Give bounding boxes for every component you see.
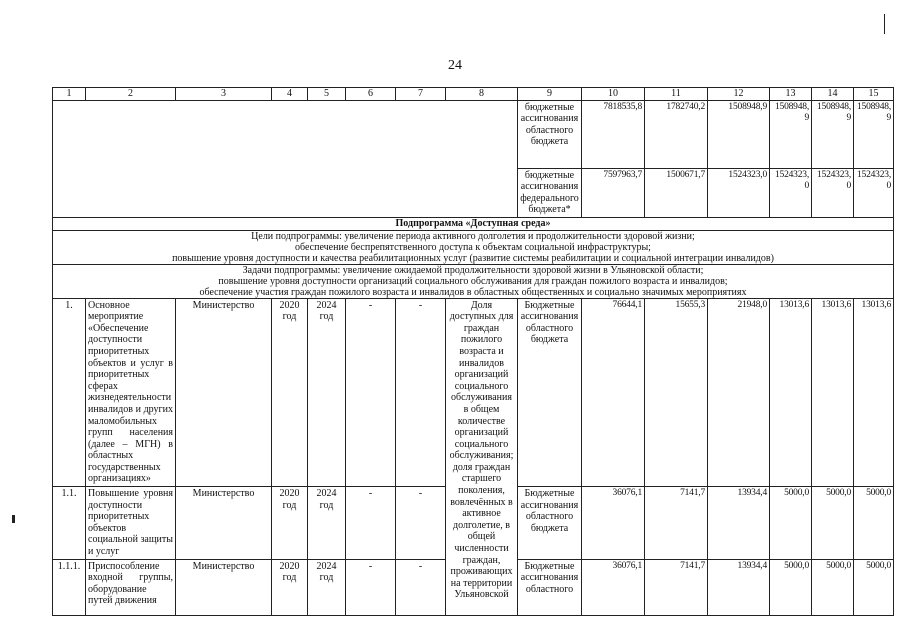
amount-cell: 7597963,7 xyxy=(582,168,645,217)
amount-cell: 5000,0 xyxy=(854,559,894,615)
item-start-year: 2020 год xyxy=(272,298,308,487)
item-number: 1. xyxy=(53,298,86,487)
col-header: 12 xyxy=(708,88,770,101)
amount-cell: 1508948,9 xyxy=(770,100,812,168)
item-number: 1.1.1. xyxy=(53,559,86,615)
amount-cell: 7141,7 xyxy=(645,487,708,560)
scan-edge-mark-left xyxy=(12,515,15,523)
col-header: 2 xyxy=(86,88,176,101)
program-table xyxy=(52,87,894,616)
col-header: 14 xyxy=(812,88,854,101)
amount-cell: 1508948,9 xyxy=(708,100,770,168)
scan-edge-mark-top-right xyxy=(884,14,885,34)
budget-row xyxy=(53,100,894,168)
col-header: 1 xyxy=(53,88,86,101)
item-start-year: 2020 год xyxy=(272,559,308,615)
amount-cell: 1524323,0 xyxy=(854,168,894,217)
item-executor: Министерство xyxy=(176,559,272,615)
item-name: Приспособление входной группы, оборудование путей движения xyxy=(86,559,176,615)
col-header: 4 xyxy=(272,88,308,101)
goals-line xyxy=(53,253,894,265)
item-col6: - xyxy=(346,298,396,487)
amount-cell: 1524323,0 xyxy=(770,168,812,217)
item-end-year: 2024 год xyxy=(308,298,346,487)
col-header: 6 xyxy=(346,88,396,101)
amount-cell: 36076,1 xyxy=(582,487,645,560)
item-name: Основное мероприятие «Обеспечение доступности приоритетных объектов и услуг в приоритетных сферах жизнедеятельности инвалидов и других маломобильных групп населения (далее – МГН) в областных государственных организациях» xyxy=(86,298,176,487)
target-indicator: Доля доступных для граждан пожилого возраста и инвалидов организаций социального обслуживания в общем количестве организаций социального обслуживания; доля граждан старшего поколения, вовлечённых в активное долголетие, в общей численности граждан, проживающих на территории Ульяновской xyxy=(446,298,518,615)
amount-cell: 7141,7 xyxy=(645,559,708,615)
amount-cell: 13013,6 xyxy=(812,298,854,487)
amount-cell: 76644,1 xyxy=(582,298,645,487)
table-row xyxy=(53,298,894,487)
task-text: Задачи подпрограммы: увеличение ожидаемой продолжительности здоровой жизни в Ульяновской области; xyxy=(53,264,894,276)
item-end-year: 2024 год xyxy=(308,559,346,615)
col-header: 13 xyxy=(770,88,812,101)
item-col7: - xyxy=(396,487,446,560)
column-number-row xyxy=(53,88,894,101)
amount-cell: 1508948,9 xyxy=(854,100,894,168)
item-number: 1.1. xyxy=(53,487,86,560)
amount-cell: 1500671,7 xyxy=(645,168,708,217)
amount-cell: 15655,3 xyxy=(645,298,708,487)
goal-text: обеспечение беспрепятственного доступа к объектам социальной инфраструктуры; xyxy=(53,242,894,253)
amount-cell: 13934,4 xyxy=(708,559,770,615)
funding-source: Бюджетные ассигнования областного бюджета xyxy=(518,298,582,487)
col-header: 7 xyxy=(396,88,446,101)
page-number: 24 xyxy=(448,58,462,73)
amount-cell: 13934,4 xyxy=(708,487,770,560)
funding-source: Бюджетные ассигнования областного бюджета xyxy=(518,487,582,560)
amount-cell: 5000,0 xyxy=(854,487,894,560)
amount-cell: 7818535,8 xyxy=(582,100,645,168)
tasks-line xyxy=(53,287,894,299)
item-col7: - xyxy=(396,559,446,615)
tasks-line xyxy=(53,264,894,276)
funding-source: бюджетные ассигнования федерального бюджета* xyxy=(518,168,582,217)
amount-cell: 21948,0 xyxy=(708,298,770,487)
amount-cell: 5000,0 xyxy=(812,487,854,560)
funding-source: бюджетные ассигнования областного бюджета xyxy=(518,100,582,168)
goal-text: Цели подпрограммы: увеличение периода активного долголетия и продолжительности здоровой жизни; xyxy=(53,230,894,242)
item-executor: Министерство xyxy=(176,298,272,487)
amount-cell: 1524323,0 xyxy=(708,168,770,217)
funding-source: Бюджетные ассигнования областного xyxy=(518,559,582,615)
item-end-year: 2024 год xyxy=(308,487,346,560)
amount-cell: 1508948,9 xyxy=(812,100,854,168)
task-text: повышение уровня доступности организаций социального обслуживания для граждан пожилого возраста и инвалидов; xyxy=(53,276,894,287)
item-col7: - xyxy=(396,298,446,487)
item-executor: Министерство xyxy=(176,487,272,560)
col-header: 3 xyxy=(176,88,272,101)
col-header: 8 xyxy=(446,88,518,101)
amount-cell: 1782740,2 xyxy=(645,100,708,168)
amount-cell: 13013,6 xyxy=(770,298,812,487)
col-header: 11 xyxy=(645,88,708,101)
amount-cell: 36076,1 xyxy=(582,559,645,615)
amount-cell: 13013,6 xyxy=(854,298,894,487)
goal-text: повышение уровня доступности и качества реабилитационных услуг (развитие системы реабилитации и социальной интеграции инвалидов) xyxy=(53,253,894,265)
item-start-year: 2020 год xyxy=(272,487,308,560)
item-col6: - xyxy=(346,487,396,560)
col-header: 15 xyxy=(854,88,894,101)
amount-cell: 5000,0 xyxy=(770,487,812,560)
col-header: 5 xyxy=(308,88,346,101)
subprogram-title-row xyxy=(53,217,894,230)
amount-cell: 1524323,0 xyxy=(812,168,854,217)
goals-line xyxy=(53,242,894,253)
col-header: 10 xyxy=(582,88,645,101)
subprogram-title: Подпрограмма «Доступная среда» xyxy=(53,217,894,230)
col-header: 9 xyxy=(518,88,582,101)
item-col6: - xyxy=(346,559,396,615)
amount-cell: 5000,0 xyxy=(770,559,812,615)
goals-line xyxy=(53,230,894,242)
amount-cell: 5000,0 xyxy=(812,559,854,615)
task-text: обеспечение участия граждан пожилого возраста и инвалидов в областных общественных и социально значимых мероприятиях xyxy=(53,287,894,299)
item-name: Повышение уровня доступности приоритетных объектов социальной защиты и услуг xyxy=(86,487,176,560)
tasks-line xyxy=(53,276,894,287)
empty-cell xyxy=(53,100,518,217)
